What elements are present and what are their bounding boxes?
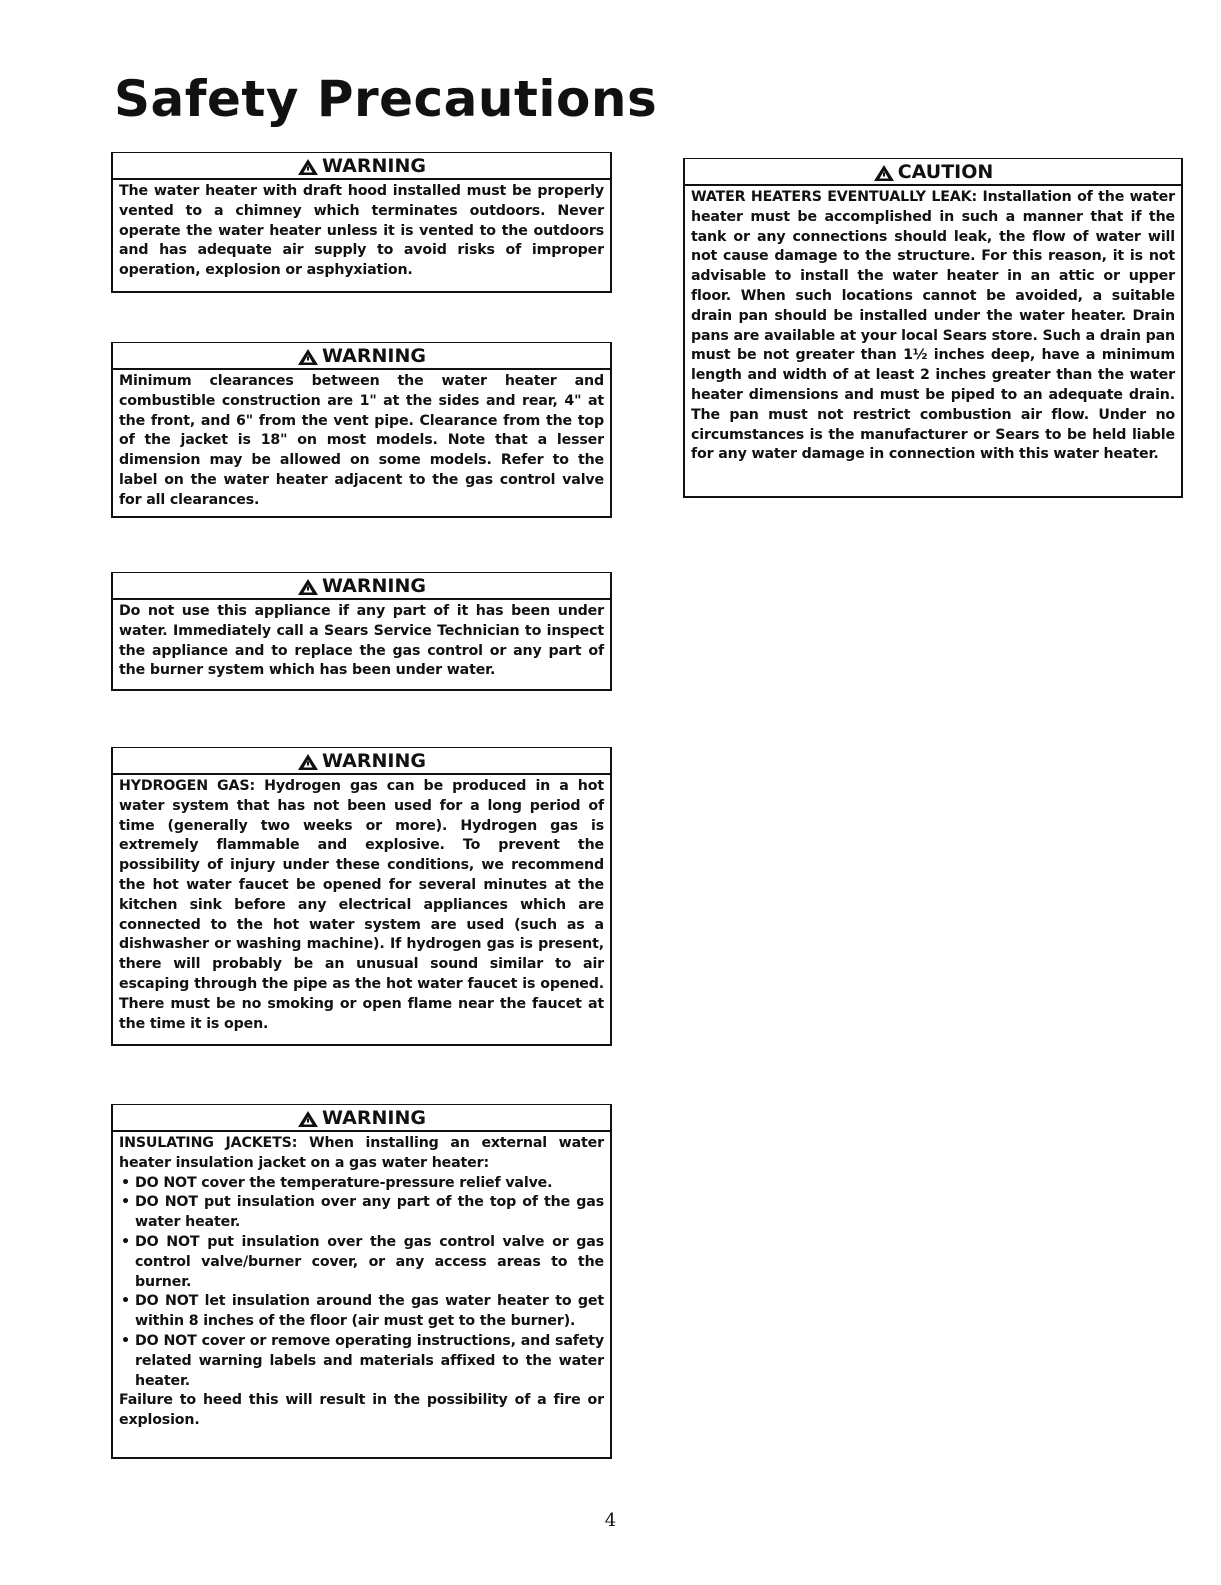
bullet-list (119, 1174, 604, 1392)
alert-triangle-icon (873, 164, 895, 182)
bullet-strong: DO NOT (135, 1332, 197, 1349)
notice-closing: Failure to heed this will result in the possibility of a fire or explosion. (119, 1392, 604, 1429)
notice-kind: WARNING (322, 155, 426, 177)
bullet-text: cover or remove operating instructions, and safety related warning labels and materials affixed to the water heater. (135, 1332, 604, 1389)
list-item (119, 1233, 604, 1292)
notice-lead: INSULATING JACKETS: (119, 1135, 298, 1151)
bullet-strong: DO NOT (135, 1174, 197, 1191)
bullet-strong: DO NOT (135, 1293, 199, 1310)
bullet-text: cover the temperature-pressure relief valve. (201, 1174, 553, 1191)
notice-intro (119, 1134, 604, 1174)
bullet-icon: • (121, 1174, 130, 1191)
notice-header (113, 748, 610, 775)
alert-triangle-icon (297, 753, 319, 771)
list-item (119, 1193, 604, 1233)
notice-kind: WARNING (322, 1107, 426, 1129)
bullet-icon: • (121, 1332, 130, 1349)
notice-body-text: Hydrogen gas can be produced in a hot water system that has not been used for a long period of time (generally two weeks or more). Hydrogen gas is extremely flammable and explosive. To prevent the possibility of injury under these conditions, we recommend the hot water faucet be opened for several minutes at the kitchen sink before any electrical appliances which are connected to the hot water system are used (such as a dishwasher or washing machine). If hydrogen gas is present, there will probably be an unusual sound similar to air escaping through the pipe as the hot water faucet is opened. There must be no smoking or open flame near the faucet at the time it is open. (119, 778, 604, 1032)
notice-kind: WARNING (322, 345, 426, 367)
notice-header (113, 153, 610, 180)
notice-body (113, 600, 610, 685)
notice-text (691, 188, 1175, 465)
bullet-strong: DO NOT (135, 1233, 200, 1250)
notice-text (119, 777, 604, 1034)
bullet-strong: DO NOT (135, 1194, 198, 1211)
notice-text: Minimum clearances between the water heater and combustible construction are 1" at the sides and rear, 4" at the front, and 6" from the vent pipe. Clearance from the top of the jacket is 18" on most models. Note that a lesser dimension may be allowed on some models. Refer to the label on the water heater adjacent to the gas control valve for all clearances. (119, 373, 604, 508)
notice-header (113, 573, 610, 600)
notice-lead: HYDROGEN GAS: (119, 778, 255, 794)
warning-under-water (111, 572, 612, 691)
notice-lead: WATER HEATERS EVENTUALLY LEAK: (691, 189, 977, 205)
bullet-text: put insulation over any part of the top of the gas water heater. (135, 1194, 604, 1231)
bullet-icon: • (121, 1293, 130, 1310)
alert-triangle-icon (297, 1110, 319, 1128)
notice-body (113, 1132, 610, 1435)
bullet-icon: • (121, 1194, 130, 1211)
notice-body (685, 186, 1181, 469)
notice-kind: WARNING (322, 575, 426, 597)
list-item (119, 1292, 604, 1332)
notice-body (113, 370, 610, 515)
warning-insulating-jackets (111, 1104, 612, 1459)
alert-triangle-icon (297, 578, 319, 596)
page-title: Safety Precautions (114, 70, 658, 128)
notice-header (113, 1105, 610, 1132)
notice-intro-text: When installing an external water heater insulation jacket on a gas water heater: (119, 1135, 604, 1171)
notice-kind: WARNING (322, 750, 426, 772)
notice-body-text: Installation of the water heater must be accomplished in such a manner that if the tank or any connections should leak, the flow of water will not cause damage to the structure. For this reason, it is not advisable to install the water heater in an attic or upper floor. When such locations cannot be avoided, a suitable drain pan should be installed under the water heater. Drain pans are available at your local Sears store. Such a drain pan must be not greater than 1½ inches deep, have a minimum length and width of at least 2 inches greater than the water heater dimensions and must be piped to an adequate drain. The pan must not restrict combustion air flow. Under no circumstances is the manufacturer or Sears to be held liable for any water damage in connection with this water heater. (691, 189, 1175, 463)
page-number: 4 (604, 1510, 617, 1531)
list-item (119, 1332, 604, 1391)
notice-text: The water heater with draft hood installed must be properly vented to a chimney which terminates outdoors. Never operate the water heater unless it is vented to the outdoors and has adequate air supply to avoid risks of improper operation, explosion or asphyxiation. (119, 183, 604, 279)
bullet-icon: • (121, 1233, 130, 1250)
notice-kind: CAUTION (897, 161, 994, 183)
bullet-text: let insulation around the gas water heater to get within 8 inches of the floor (air must get to the burner). (135, 1293, 604, 1330)
notice-body (113, 180, 610, 285)
warning-hydrogen-gas (111, 747, 612, 1046)
notice-header (685, 159, 1181, 186)
alert-triangle-icon (297, 348, 319, 366)
alert-triangle-icon (297, 158, 319, 176)
notice-header (113, 343, 610, 370)
list-item (119, 1174, 604, 1194)
warning-venting (111, 152, 612, 293)
caution-leak (683, 158, 1183, 498)
warning-clearances (111, 342, 612, 518)
bullet-text: put insulation over the gas control valve or gas control valve/burner cover, or any access areas to the burner. (135, 1233, 605, 1290)
notice-body (113, 775, 610, 1038)
notice-text: Do not use this appliance if any part of it has been under water. Immediately call a Sears Service Technician to inspect the appliance and to replace the gas control or any part of the burner system which has been under water. (119, 603, 604, 679)
